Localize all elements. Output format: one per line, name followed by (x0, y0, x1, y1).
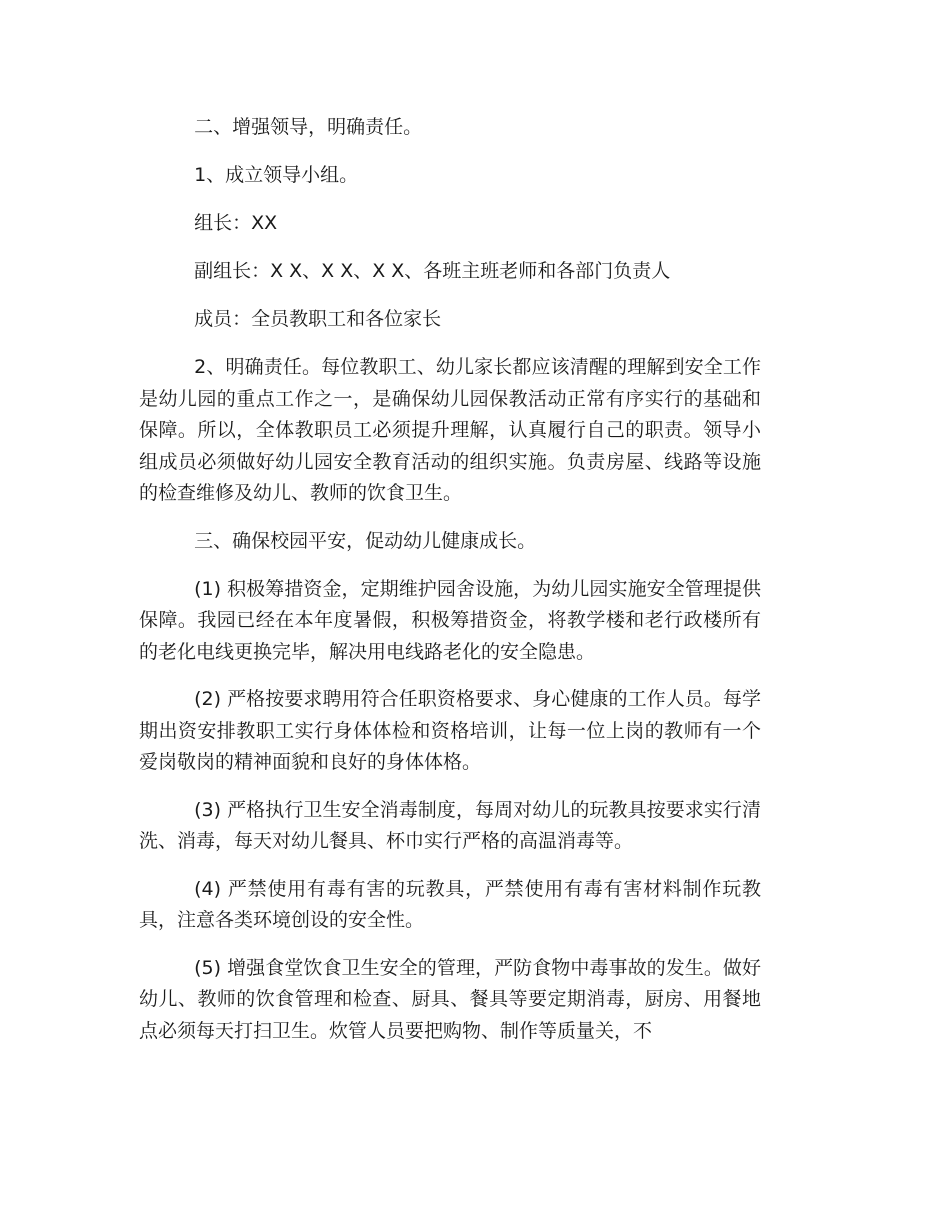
group-leader-line: 组长：XX (194, 212, 278, 234)
measure-2-paragraph: (2) 严格按要求聘用符合任职资格要求、身心健康的工作人员。每学期出资安排教职工实行身体体检和资格培训，让每一位上岗的教师有一个爱岗敬岗的精神面貌和良好的身体体格。 (139, 688, 761, 773)
item-clarify-responsibility: 2、明确责任。每位教职工、幼儿家长都应该清醒的理解到安全工作是幼儿园的重点工作之一，是确保幼儿园保教活动正常有序实行的基础和保障。所以，全体教职员工必须提升理解，认真履行自己的职责。领导小组成员必须做好幼儿园安全教育活动的组织实施。负责房屋、线路等设施的检查维修及幼儿、教师的饮食卫生。 (139, 356, 761, 504)
measure-4-paragraph: (4) 严禁使用有毒有害的玩教具，严禁使用有毒有害材料制作玩教具，注意各类环境创设的安全性。 (139, 877, 761, 931)
item-establish-group: 1、成立领导小组。 (194, 164, 359, 186)
members-line: 成员：全员教职工和各位家长 (194, 308, 442, 330)
section-heading-2: 二、增强领导，明确责任。 (194, 116, 423, 138)
section-heading-3: 三、确保校园平安，促动幼儿健康成长。 (194, 529, 537, 552)
document-body (139, 112, 761, 1063)
measure-3-paragraph: (3) 严格执行卫生安全消毒制度，每周对幼儿的玩教具按要求实行清洗、消毒，每天对幼儿餐具、杯巾实行严格的高温消毒等。 (139, 798, 761, 852)
deputy-leader-line: 副组长：X X、X X、X X、各班主班老师和各部门负责人 (194, 260, 671, 282)
measure-1-paragraph: (1) 积极筹措资金，定期维护园舍设施，为幼儿园实施安全管理提供保障。我园已经在本年度暑假，积极筹措资金，将教学楼和老行政楼所有的老化电线更换完毕，解决用电线路老化的安全隐患。 (139, 577, 761, 663)
measure-5-paragraph: (5) 增强食堂饮食卫生安全的管理，严防食物中毒事故的发生。做好幼儿、教师的饮食管理和检查、厨具、餐具等要定期消毒，厨房、用餐地点必须每天打扫卫生。炊管人员要把购物、制作等质量关，不 (139, 956, 761, 1042)
